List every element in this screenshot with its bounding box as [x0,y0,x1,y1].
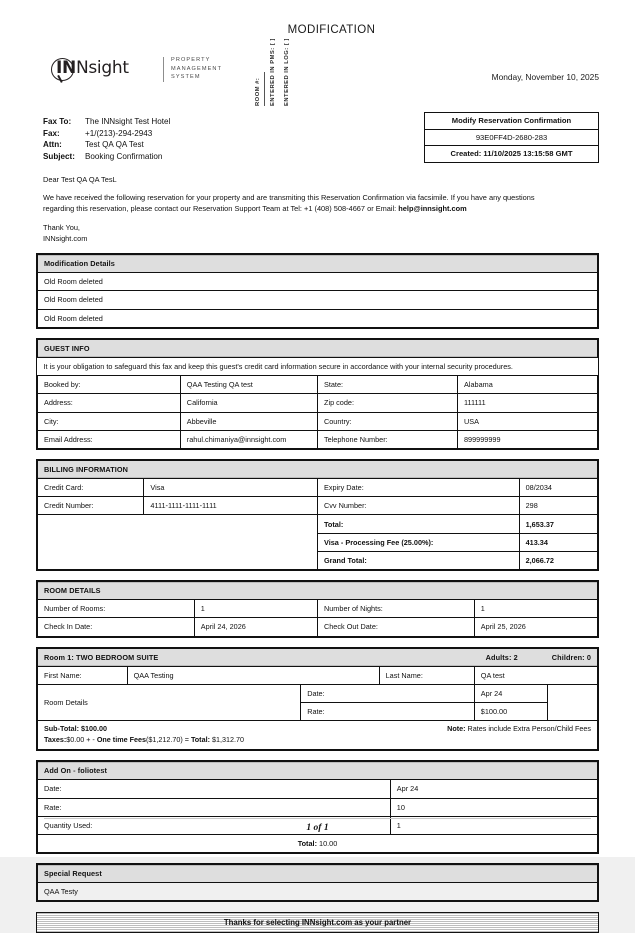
special-request-table [37,864,598,901]
telephone-value: 899999999 [457,430,597,448]
total-value: 1,653.37 [519,515,597,533]
table-row [38,460,598,478]
stamp-entered-in-pms: ENTERED IN PMS: [ ] [270,38,276,106]
country-value: USA [457,412,597,430]
email-label: Email Address: [38,430,181,448]
booked-by-label: Booked by: [38,376,181,394]
number-of-rooms-value: 1 [194,600,317,618]
letter-paragraph [43,193,599,214]
fax-to-value: The INNsight Test Hotel [85,117,171,126]
table-row [38,798,598,816]
adults-count: Adults: 2 [485,652,518,662]
logo-name-part2: Nsight [75,58,129,78]
document-body [36,0,599,933]
city-value: Abbeville [180,412,317,430]
room-1-totals-cell [38,721,598,750]
room-total-value: $1,312.70 [209,734,244,744]
stamp-rule [264,72,265,106]
address-value: California [180,394,317,412]
room-details-header: ROOM DETAILS [38,582,598,600]
city-label: City: [38,412,181,430]
total-label: Total: [317,515,519,533]
number-of-rooms-label: Number of Rooms: [38,600,195,618]
confirmation-code: 93E0FF4D-2680-283 [425,130,598,147]
check-in-date-value: April 24, 2026 [194,618,317,636]
room-rate-date-value: Apr 24 [474,684,547,702]
cvv-label: Cvv Number: [317,497,519,515]
stamp-room-number: ROOM #: [255,77,261,106]
footer-divider [44,818,591,819]
guest-info-section [36,338,599,450]
taxes-amount: $0.00 + - [66,734,97,744]
subject-value: Booking Confirmation [85,151,163,161]
table-row [38,273,598,291]
room-total-label: Total: [190,734,210,744]
number-of-nights-value: 1 [474,600,597,618]
table-row [38,666,598,684]
thanks-banner: Thanks for selecting INNsight.com as your partner [36,912,599,933]
guest-info-header: GUEST INFO [38,339,598,357]
billing-information-table [37,460,598,570]
room-rate-value: $100.00 [474,703,547,721]
billing-information-header: BILLING INFORMATION [38,460,598,478]
cvv-value: 298 [519,497,597,515]
room-rate-spacer [547,684,597,720]
booked-by-value: QAA Testing QA test [180,376,317,394]
one-time-fees-value: ($1,212.70) = [145,734,191,744]
room-details-section [36,580,599,638]
room-1-title: Room 1: TWO BEDROOM SUITE [44,652,159,662]
credit-number-label: Credit Number: [38,497,144,515]
special-request-header: Special Request [38,865,598,883]
table-row [38,762,598,780]
first-name-label: First Name: [38,666,128,684]
guest-info-disclaimer: It is your obligation to safeguard this fax and keep this guest's credit card information secure in accordance with your internal security procedures. [38,357,598,375]
add-on-total-cell [38,834,598,852]
first-name-value: QAA Testing [127,666,379,684]
attn-label: Attn: [43,140,62,150]
special-request-section [36,863,599,902]
check-out-date-value: April 25, 2026 [474,618,597,636]
modification-details-table [37,254,598,328]
letter-salutation: Dear Test QA QA TesL [43,175,117,184]
table-row [38,582,598,600]
add-on-date-value: Apr 24 [390,780,597,798]
confirmation-box [424,112,599,163]
note-label: Note: [447,724,466,734]
state-value: Alabama [457,376,597,394]
subject-label: Subject: [43,151,75,161]
table-row [38,339,598,357]
room-1-table [37,648,598,751]
page-number: 1 of 1 [306,823,329,833]
table-row [38,618,598,636]
letter-body-line2: regarding this reservation, please contact our Reservation Support Team at Tel: +1 (408) 508-4667 or Email: [43,203,399,213]
table-row [38,376,598,394]
logo-name-part1: IN [56,58,76,78]
add-on-header: Add On - foliotest [38,762,598,780]
letter-body-line1: We have received the following reservation for your property and are transmiting this Reservation Confirmation via facsimile. If you have any questions [43,193,535,202]
subject-row [43,151,170,163]
add-on-rate-label: Rate: [38,798,391,816]
confirmation-created: Created: 11/10/2025 13:15:58 GMT [450,149,573,159]
table-row [38,515,598,533]
taxes-line [44,735,244,745]
signoff-line2: INNsight.com [43,234,88,243]
fax-meta-section [36,116,599,168]
table-row [38,309,598,327]
expiry-date-value: 08/2034 [519,479,597,497]
billing-information-section [36,459,599,571]
sub-total-text: Sub-Total: $100.00 [44,724,107,734]
grand-total-label: Grand Total: [317,551,519,569]
fax-value: +1/(213)-294-2943 [85,128,153,138]
table-row [38,255,598,273]
signoff-line1: Thank You, [43,223,80,232]
guest-info-table [37,339,598,449]
note-text: Rates include Extra Person/Child Fees [465,724,591,734]
room-rate-label: Rate: [301,703,475,721]
stamp-entered-in-log: ENTERED IN LOG: [ ] [284,38,290,106]
processing-fee-label: Visa - Processing Fee (25.00%): [317,533,519,551]
country-label: Country: [317,412,457,430]
table-row [38,412,598,430]
fax-to-row [43,116,170,128]
room-1-header-cell [38,648,598,666]
letter-body [36,174,599,244]
confirmation-title: Modify Reservation Confirmation [425,113,598,130]
check-in-date-label: Check In Date: [38,618,195,636]
special-request-value: QAA Testy [38,883,598,901]
address-label: Address: [38,394,181,412]
document-date: Monday, November 10, 2025 [491,72,599,82]
routing-stamp [256,40,336,114]
add-on-table [37,761,598,853]
logo-tagline-line3: SYSTEM [171,74,201,81]
last-name-label: Last Name: [379,666,474,684]
support-email: help@innsight.com [398,203,467,213]
fax-number-row [43,128,170,140]
telephone-label: Telephone Number: [317,430,457,448]
credit-card-value: Visa [144,479,318,497]
state-label: State: [317,376,457,394]
table-row [38,684,598,702]
table-row [38,865,598,883]
table-row [38,883,598,901]
grand-total-value: 2,066.72 [519,551,597,569]
table-row [38,430,598,448]
fax-to-block [43,116,170,162]
modification-row-2: Old Room deleted [38,309,598,327]
expiry-date-label: Expiry Date: [317,479,519,497]
logo-tagline [171,56,222,82]
table-row [38,721,598,750]
table-row [38,394,598,412]
zip-label: Zip code: [317,394,457,412]
add-on-date-label: Date: [38,780,391,798]
letter-signoff [43,222,599,244]
attn-row [43,139,170,151]
room-details-table [37,581,598,637]
email-value: rahul.chimaniya@innsight.com [180,430,317,448]
taxes-label: Taxes: [44,734,67,744]
logo-tagline-line2: MANAGEMENT [171,65,223,72]
logo-wordmark [56,58,129,78]
add-on-section [36,760,599,854]
table-row [38,497,598,515]
table-row [38,834,598,852]
logo-divider [163,57,164,82]
table-row [38,600,598,618]
credit-card-label: Credit Card: [38,479,144,497]
table-row [38,648,598,666]
document-header [36,38,599,116]
processing-fee-value: 413.34 [519,533,597,551]
check-out-date-label: Check Out Date: [317,618,474,636]
room-1-note [447,724,591,734]
modification-row-1: Old Room deleted [38,291,598,309]
number-of-nights-label: Number of Nights: [317,600,474,618]
table-row [38,357,598,375]
room-details-label: Room Details [38,684,301,720]
table-row [38,780,598,798]
sub-total-line [44,724,244,734]
room-1-occupancy [486,653,591,662]
one-time-fees-label: One time Fees [96,734,146,744]
add-on-rate-value: 10 [390,798,597,816]
table-row [38,479,598,497]
modification-details-header: Modification Details [38,255,598,273]
room-1-section [36,647,599,752]
fax-label: Fax: [43,128,60,138]
room-1-totals-row [38,721,597,749]
fax-to-label: Fax To: [43,117,72,126]
billing-blank-cell [38,515,318,570]
children-count: Children: 0 [551,652,591,662]
room-rate-date-label: Date: [301,684,475,702]
add-on-total-label: Total: [297,838,318,848]
logo-tagline-line1: PROPERTY [171,57,211,63]
last-name-value: QA test [474,666,597,684]
innsight-logo [43,56,223,82]
add-on-quantity-value: 1 [390,816,597,834]
table-row [38,291,598,309]
page-title: MODIFICATION [287,24,376,36]
room-1-header-split [44,653,591,662]
modification-details-section [36,253,599,329]
room-1-totals-left [44,724,244,745]
logo-mark [43,56,223,82]
modification-row-0: Old Room deleted [38,273,598,291]
zip-value: 111111 [457,394,597,412]
attn-value: Test QA QA Test [85,140,144,150]
credit-number-value: 4111-1111-1111-1111 [144,497,318,515]
add-on-total-value: 10.00 [317,838,338,848]
add-on-quantity-label: Quantity Used: [38,816,391,834]
